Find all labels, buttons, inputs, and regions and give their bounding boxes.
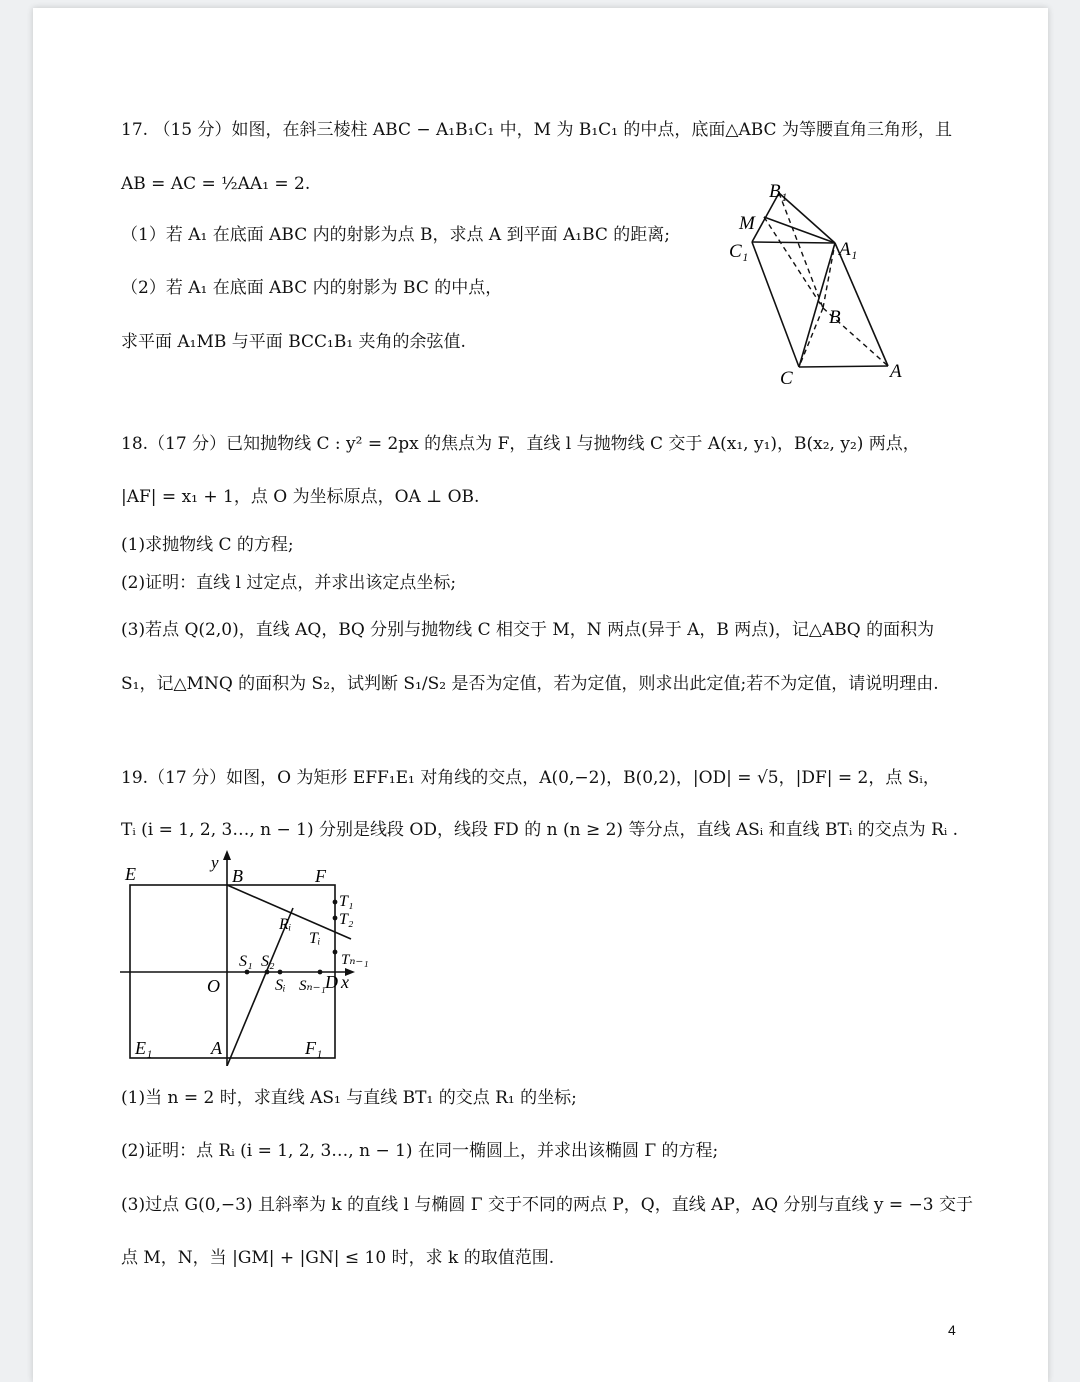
page-number: 4 [948,1322,956,1338]
label-F: F [315,866,326,886]
label-A: A [211,1038,222,1058]
label-E1: E₁ [135,1038,153,1058]
label-D: D [325,972,338,992]
label-S1: S₁ [239,953,253,970]
rectangle-figure [115,844,385,1066]
label-y: y [211,853,219,872]
q17-line-3: （1）若 A₁ 在底面 ABC 内的射影为点 B，求点 A 到平面 A₁BC 的距离; [121,225,671,245]
q19-line-5: (3)过点 G(0,−3) 且斜率为 k 的直线 l 与椭圆 Γ 交于不同的两点 P，Q，直线 AP，AQ 分别与直线 y = −3 交于 [121,1195,974,1215]
label-Sn-1: Sₙ₋₁ [299,978,326,994]
q17-line-1: 17. （15 分）如图，在斜三棱柱 ABC − A₁B₁C₁ 中，M 为 B₁C₁ 的中点，底面△ABC 为等腰直角三角形，且 [121,120,952,140]
q17-line-5: 求平面 A₁MB 与平面 BCC₁B₁ 夹角的余弦值. [121,332,466,352]
q18-line-2: |AF| = x₁ + 1，点 O 为坐标原点，OA ⊥ OB. [121,487,480,507]
label-Ri: Rᵢ [279,916,292,933]
label-O: O [207,976,220,996]
q18-line-6: S₁，记△MNQ 的面积为 S₂，试判断 S₁/S₂ 是否为定值，若为定值，则求出此定值;若不为定值，请说明理由. [121,674,939,694]
prism-figure [715,173,915,388]
label-T1: T₁ [339,893,354,910]
label-M: M [739,213,755,234]
label-E: E [125,864,136,884]
q19-line-1: 19.（17 分）如图，O 为矩形 EFF₁E₁ 对角线的交点，A(0,−2)，B(0,2)，|OD| = √5，|DF| = 2，点 Sᵢ， [121,768,940,788]
label-C: C [780,368,793,388]
label-C1: C₁ [729,241,749,262]
label-B1: B₁ [769,181,788,202]
label-B: B [829,307,841,328]
q19-line-4: (2)证明：点 Rᵢ (i = 1, 2, 3…, n − 1) 在同一椭圆上，并求出该椭圆 Γ 的方程; [121,1141,719,1161]
label-S2: S₂ [261,953,275,970]
label-B: B [232,866,243,886]
q19-line-3: (1)当 n = 2 时，求直线 AS₁ 与直线 BT₁ 的交点 R₁ 的坐标; [121,1088,577,1108]
q17-line-2: AB = AC = ½AA₁ = 2. [121,174,311,194]
label-T2: T₂ [339,911,354,928]
q19-line-6: 点 M，N，当 |GM| + |GN| ≤ 10 时，求 k 的取值范围. [121,1248,555,1268]
label-F1: F₁ [305,1038,323,1058]
document-page [33,8,1048,1382]
q18-line-5: (3)若点 Q(2,0)，直线 AQ，BQ 分别与抛物线 C 相交于 M，N 两点(异于 A，B 两点)，记△ABQ 的面积为 [121,620,935,640]
q18-line-4: (2)证明：直线 l 过定点，并求出该定点坐标; [121,573,457,593]
label-Tn-1: Tₙ₋₁ [341,952,369,968]
label-A: A [890,361,902,382]
label-x: x [341,972,349,992]
y-axis-arrow [223,850,231,860]
label-Ti: Tᵢ [309,930,321,947]
q18-line-1: 18.（17 分）已知抛物线 C : y² = 2px 的焦点为 F，直线 l 与抛物线 C 交于 A(x₁, y₁)，B(x₂, y₂) 两点， [121,434,920,454]
label-Si: Sᵢ [275,977,286,994]
q18-line-3: (1)求抛物线 C 的方程; [121,535,294,555]
label-A1: A₁ [839,239,858,260]
q17-line-4: （2）若 A₁ 在底面 ABC 内的射影为 BC 的中点， [121,278,503,298]
q19-line-2: Tᵢ (i = 1, 2, 3…, n − 1) 分别是线段 OD，线段 FD 的 n (n ≥ 2) 等分点，直线 ASᵢ 和直线 BTᵢ 的交点为 Rᵢ . [121,820,959,840]
